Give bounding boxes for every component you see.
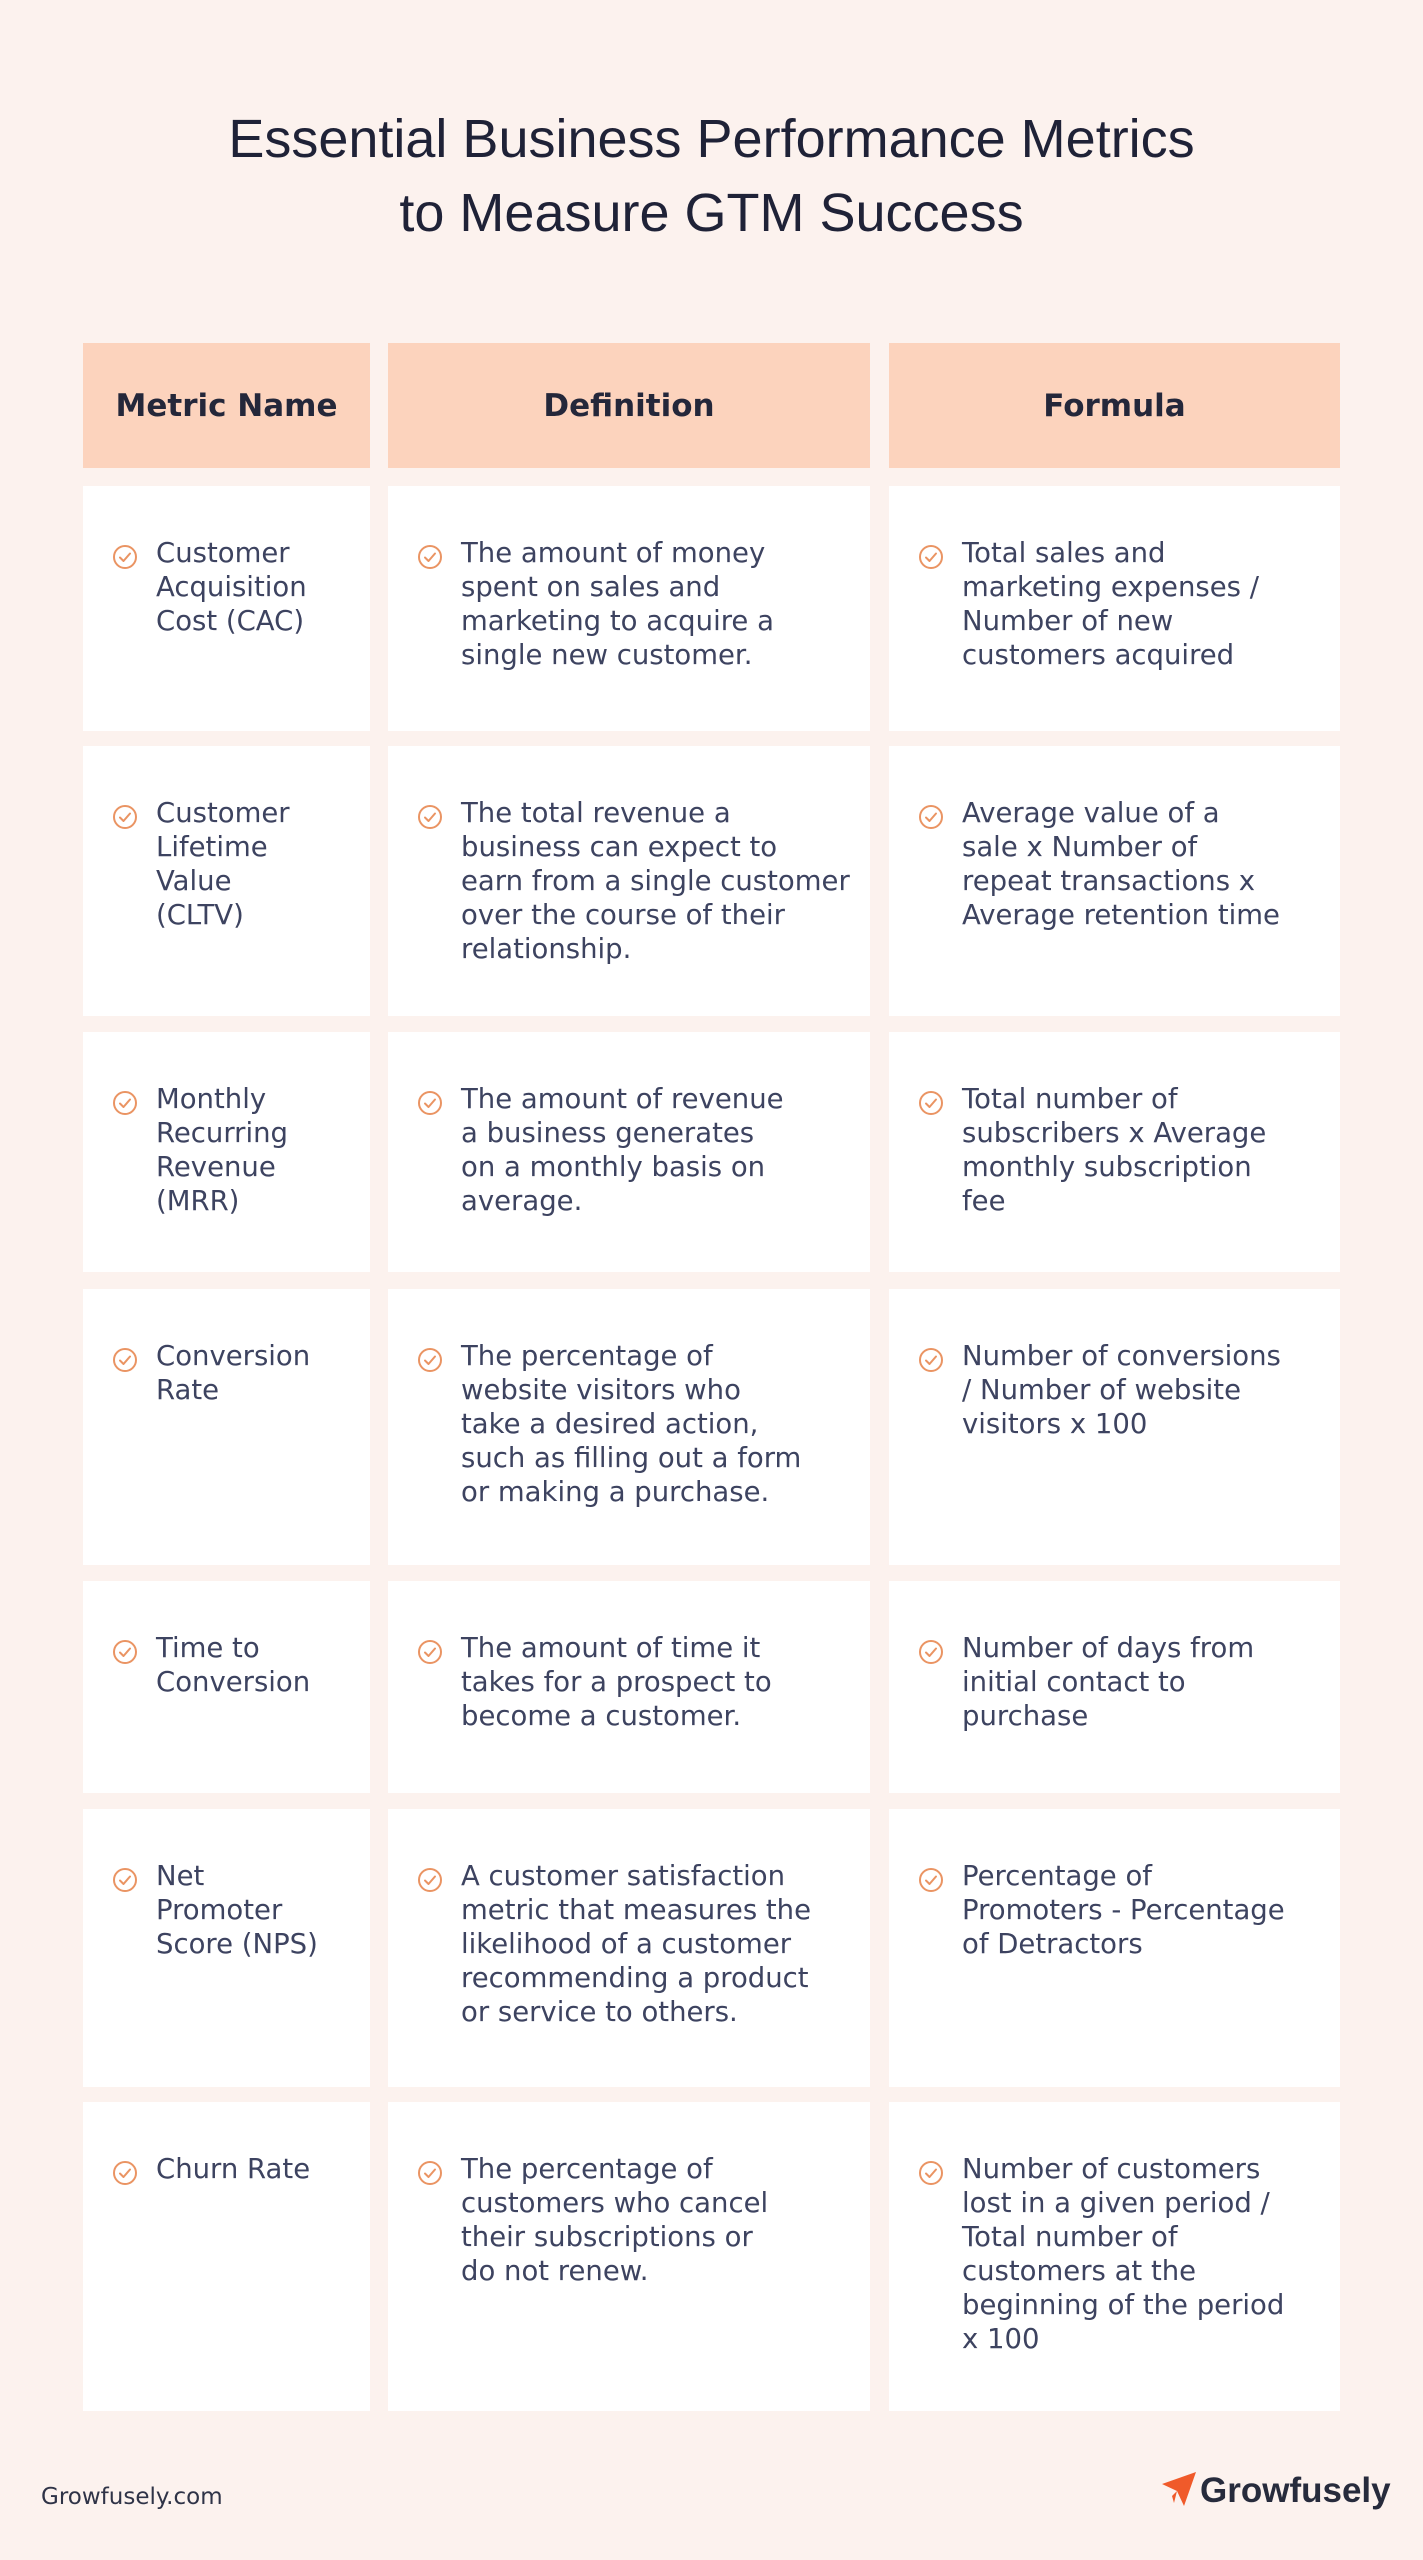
metric-cell (83, 1581, 370, 1793)
definition-text: The amount of time it takes for a prospect to become a customer. (461, 1632, 772, 1732)
metric-text: Conversion Rate (156, 1340, 311, 1406)
check-circle-icon (417, 1347, 443, 1373)
check-circle-icon (417, 1867, 443, 1893)
definition-text: A customer satisfaction metric that measures the likelihood of a customer recommending a product or service to others. (461, 1860, 812, 2028)
check-circle-icon (112, 1347, 138, 1373)
definition-text: The percentage of customers who cancel their subscriptions or do not renew. (461, 2153, 769, 2287)
definition-cell (388, 486, 870, 731)
check-circle-icon (417, 2160, 443, 2186)
check-circle-icon (417, 1090, 443, 1116)
formula-text: Percentage of Promoters - Percentage of Detractors (962, 1860, 1285, 1960)
title-line-2: to Measure GTM Success (399, 183, 1024, 243)
formula-cell (889, 746, 1340, 1016)
formula-text: Number of customers lost in a given period / Total number of customers at the beginning of the period x 100 (962, 2153, 1285, 2355)
check-circle-icon (112, 2160, 138, 2186)
metric-cell (83, 1289, 370, 1565)
check-circle-icon (918, 804, 944, 830)
formula-text: Total sales and marketing expenses / Number of new customers acquired (962, 537, 1259, 671)
metric-text: Time to Conversion (156, 1632, 311, 1698)
title-line-1: Essential Business Performance Metrics (228, 109, 1195, 169)
footer-website[interactable]: Growfusely.com (41, 2484, 223, 2510)
check-circle-icon (918, 1639, 944, 1665)
metric-cell (83, 1032, 370, 1272)
definition-cell (388, 1809, 870, 2087)
page-title (0, 102, 1423, 250)
metric-cell (83, 486, 370, 731)
definition-text: The percentage of website visitors who take a desired action, such as filling out a form or making a purchase. (461, 1340, 802, 1508)
check-circle-icon (417, 544, 443, 570)
check-circle-icon (918, 2160, 944, 2186)
check-circle-icon (918, 1347, 944, 1373)
formula-cell (889, 2102, 1340, 2411)
metric-text: Monthly Recurring Revenue (MRR) (156, 1083, 288, 1217)
definition-cell (388, 1032, 870, 1272)
definition-cell (388, 2102, 870, 2411)
check-circle-icon (112, 544, 138, 570)
check-circle-icon (417, 804, 443, 830)
formula-cell (889, 1289, 1340, 1565)
header-metric-name: Metric Name (83, 343, 370, 468)
metric-text: Customer Acquisition Cost (CAC) (156, 537, 307, 637)
formula-cell (889, 1581, 1340, 1793)
brand-name: Growfusely (1200, 2471, 1391, 2510)
header-definition: Definition (388, 343, 870, 468)
check-circle-icon (918, 1090, 944, 1116)
header-formula: Formula (889, 343, 1340, 468)
formula-cell (889, 1809, 1340, 2087)
definition-cell (388, 1581, 870, 1793)
formula-text: Number of conversions / Number of website visitors x 100 (962, 1340, 1281, 1440)
definition-cell (388, 746, 870, 1016)
check-circle-icon (112, 804, 138, 830)
metric-cell (83, 746, 370, 1016)
check-circle-icon (918, 544, 944, 570)
formula-cell (889, 1032, 1340, 1272)
check-circle-icon (112, 1090, 138, 1116)
metric-text: Churn Rate (156, 2153, 311, 2185)
metric-text: Customer Lifetime Value (CLTV) (156, 797, 290, 931)
formula-text: Average value of a sale x Number of repeat transactions x Average retention time (962, 797, 1280, 931)
brand-logo (1160, 2466, 1391, 2516)
definition-text: The amount of revenue a business generates on a monthly basis on average. (461, 1083, 784, 1217)
check-circle-icon (918, 1867, 944, 1893)
definition-text: The total revenue a business can expect to earn from a single customer over the course of their relationship. (461, 797, 850, 965)
metric-cell (83, 2102, 370, 2411)
check-circle-icon (112, 1639, 138, 1665)
check-circle-icon (417, 1639, 443, 1665)
metric-cell (83, 1809, 370, 2087)
formula-text: Number of days from initial contact to purchase (962, 1632, 1255, 1732)
check-circle-icon (112, 1867, 138, 1893)
formula-text: Total number of subscribers x Average monthly subscription fee (962, 1083, 1267, 1217)
metric-text: Net Promoter Score (NPS) (156, 1860, 318, 1960)
paper-plane-icon (1160, 2470, 1198, 2512)
formula-cell (889, 486, 1340, 731)
definition-cell (388, 1289, 870, 1565)
definition-text: The amount of money spent on sales and marketing to acquire a single new customer. (461, 537, 774, 671)
